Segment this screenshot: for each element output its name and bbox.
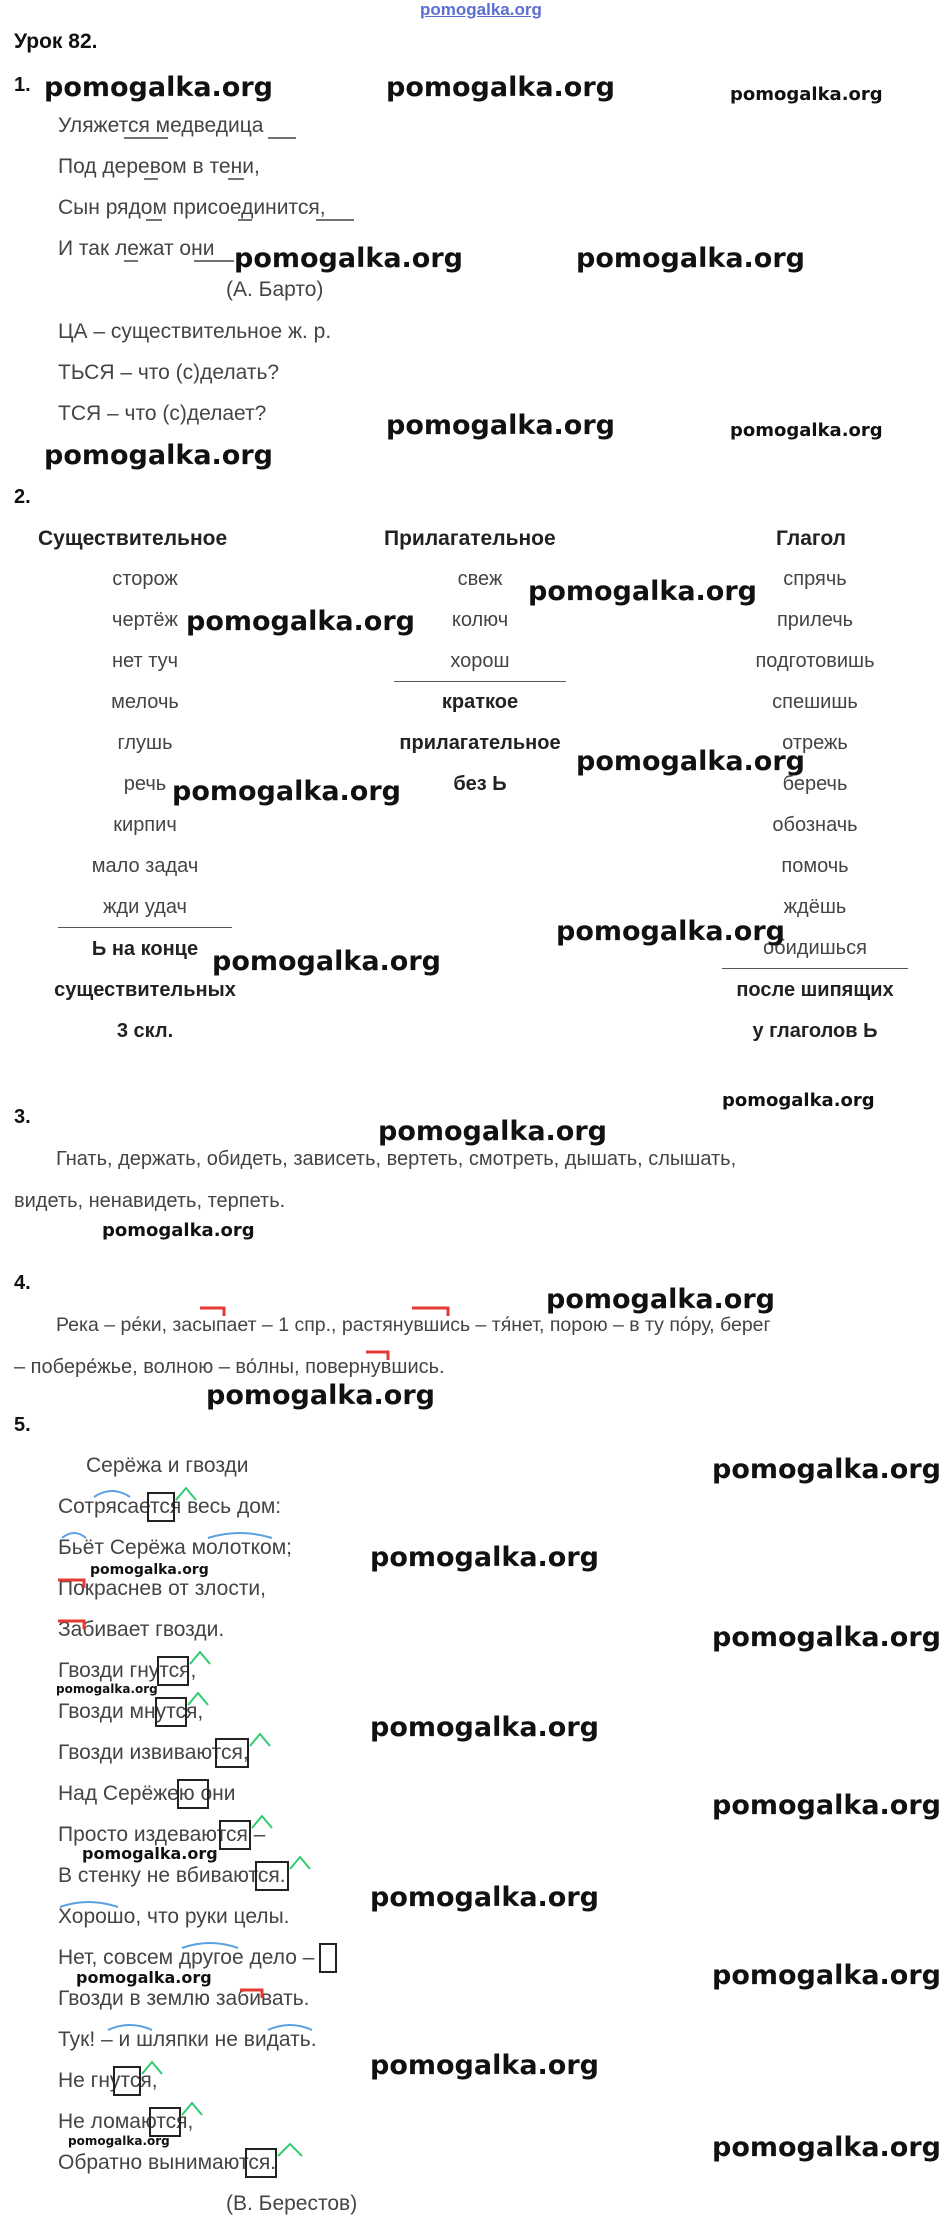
adjective-rule: краткое xyxy=(441,691,519,713)
watermark: pomogalka.org xyxy=(576,243,805,274)
poem-line: Сотрясается весь дом: xyxy=(58,1495,282,1518)
task-5-number: 5. xyxy=(14,1414,31,1436)
poem-line: Не ломаются, xyxy=(58,2110,194,2133)
watermark: pomogalka.org xyxy=(44,72,273,103)
poem-title: Серёжа и гвозди xyxy=(86,1454,249,1477)
verb-word: спешишь xyxy=(772,691,858,713)
watermark: pomogalka.org xyxy=(370,1542,599,1573)
task-4-line: Река – ре́ки, засыпает – 1 спр., растянувшись – тя́нет, порою – в ту по́ру, берег xyxy=(56,1314,771,1336)
watermark: pomogalka.org xyxy=(386,72,615,103)
note-line: ТЬСЯ – что (с)делать? xyxy=(58,361,280,384)
poem-author: (В. Берестов) xyxy=(226,2192,358,2215)
watermark: pomogalka.org xyxy=(76,1968,212,1987)
verb-word: обозначь xyxy=(772,814,858,836)
watermark: pomogalka.org xyxy=(212,946,441,977)
verb-rule: после шипящих xyxy=(736,979,894,1001)
poem-line: Гвозди мнутся, xyxy=(58,1700,204,1723)
watermark: pomogalka.org xyxy=(722,1090,875,1111)
lesson-title: Урок 82. xyxy=(14,30,98,53)
column-header-noun: Существительное xyxy=(38,527,228,550)
poem-line: Гвозди в землю забивать. xyxy=(58,1987,310,2010)
adjective-rule: без Ь xyxy=(453,773,507,795)
verb-word: спрячь xyxy=(783,568,847,590)
divider xyxy=(58,927,232,928)
noun-rule: Ь на конце xyxy=(91,938,199,960)
task-2-number: 2. xyxy=(14,486,31,508)
watermark: pomogalka.org xyxy=(528,576,757,607)
column-header-verb: Глагол xyxy=(776,527,846,550)
task-4-line: – побере́жье, волною – во́лны, повернувшись. xyxy=(14,1356,445,1378)
watermark: pomogalka.org xyxy=(102,1220,255,1241)
divider xyxy=(722,968,908,969)
verb-word: прилечь xyxy=(776,609,854,631)
poem-line: И так лежат они xyxy=(58,237,215,260)
poem-line: Обратно вынимаются. xyxy=(58,2151,277,2174)
watermark: pomogalka.org xyxy=(234,243,463,274)
task-3-number: 3. xyxy=(14,1106,31,1128)
poem-line: Покраснев от злости, xyxy=(58,1577,267,1600)
noun-word: речь xyxy=(123,773,167,795)
watermark: pomogalka.org xyxy=(82,1844,218,1863)
watermark: pomogalka.org xyxy=(378,1116,607,1147)
poem-line: Над Серёжею они xyxy=(58,1782,236,1805)
poem-author: (А. Барто) xyxy=(226,278,324,301)
poem-line: В стенку не вбиваются. xyxy=(58,1864,286,1887)
poem-line: Под деревом в тени, xyxy=(58,155,260,178)
note-line: ТСЯ – что (с)делает? xyxy=(58,402,267,425)
verb-word: беречь xyxy=(782,773,848,795)
watermark: pomogalka.org xyxy=(712,1454,941,1485)
watermark: pomogalka.org xyxy=(186,606,415,637)
adjective-word: хорош xyxy=(450,650,510,672)
verb-word: обидишься xyxy=(763,937,867,959)
noun-rule: 3 скл. xyxy=(116,1020,174,1042)
adjective-word: колюч xyxy=(451,609,509,631)
watermark: pomogalka.org xyxy=(206,1380,435,1411)
task-3-line: Гнать, держать, обидеть, зависеть, вертеть, смотреть, дышать, слышать, xyxy=(56,1148,737,1170)
column-header-adjective: Прилагательное xyxy=(384,527,556,550)
poem-line: Нет, совсем другое дело – xyxy=(58,1946,315,1969)
verb-word: отрежь xyxy=(782,732,848,754)
task-3-line: видеть, ненавидеть, терпеть. xyxy=(14,1190,286,1212)
verb-word: подготовишь xyxy=(755,650,875,672)
noun-word: глушь xyxy=(117,732,173,754)
watermark: pomogalka.org xyxy=(90,1562,209,1578)
verb-word: помочь xyxy=(781,855,849,877)
task-4-number: 4. xyxy=(14,1272,31,1294)
watermark: pomogalka.org xyxy=(546,1284,775,1315)
noun-word: мало задач xyxy=(91,855,199,877)
site-link[interactable]: pomogalka.org xyxy=(420,0,542,19)
poem-line: Забивает гвозди. xyxy=(58,1618,225,1641)
verb-rule: у глаголов Ь xyxy=(752,1020,878,1042)
watermark: pomogalka.org xyxy=(712,2132,941,2163)
poem-line: Бьёт Серёжа молотком; xyxy=(58,1536,292,1559)
noun-word: сторож xyxy=(112,568,178,590)
divider xyxy=(394,681,566,682)
poem-line: Тук! – и шляпки не видать. xyxy=(58,2028,317,2051)
poem-line: Не гнутся, xyxy=(58,2069,158,2092)
watermark: pomogalka.org xyxy=(712,1790,941,1821)
watermark: pomogalka.org xyxy=(556,916,785,947)
note-line: ЦА – существительное ж. р. xyxy=(58,320,332,343)
noun-word: жди удач xyxy=(103,896,187,918)
poem-line: Гвозди извиваются, xyxy=(58,1741,249,1764)
noun-word: чертёж xyxy=(112,609,178,631)
watermark: pomogalka.org xyxy=(56,1682,158,1696)
poem-line: Сын рядом присоединится, xyxy=(58,196,326,219)
watermark: pomogalka.org xyxy=(370,1882,599,1913)
watermark: pomogalka.org xyxy=(172,776,401,807)
poem-line: Просто издеваются – xyxy=(58,1823,266,1846)
watermark: pomogalka.org xyxy=(386,410,615,441)
watermark: pomogalka.org xyxy=(44,440,273,471)
watermark: pomogalka.org xyxy=(712,1960,941,1991)
poem-line: Уляжется медведица xyxy=(58,114,264,137)
watermark: pomogalka.org xyxy=(576,746,805,777)
adjective-rule: прилагательное xyxy=(399,732,561,754)
noun-word: мелочь xyxy=(111,691,179,713)
watermark: pomogalka.org xyxy=(370,2050,599,2081)
ending-box xyxy=(320,1944,336,1972)
noun-word: нет туч xyxy=(111,650,179,672)
watermark: pomogalka.org xyxy=(712,1622,941,1653)
watermark: pomogalka.org xyxy=(370,1712,599,1743)
task-1-number: 1. xyxy=(14,74,31,96)
watermark: pomogalka.org xyxy=(730,84,883,105)
verb-word: ждёшь xyxy=(783,896,847,918)
watermark: pomogalka.org xyxy=(68,2134,170,2148)
noun-word: кирпич xyxy=(113,814,177,836)
noun-rule: существительных xyxy=(54,979,236,1001)
poem-line: Гвозди гнутся, xyxy=(58,1659,197,1682)
poem-line: Хорошо, что руки целы. xyxy=(58,1905,290,1928)
adjective-word: свеж xyxy=(457,568,503,590)
watermark: pomogalka.org xyxy=(730,420,883,441)
